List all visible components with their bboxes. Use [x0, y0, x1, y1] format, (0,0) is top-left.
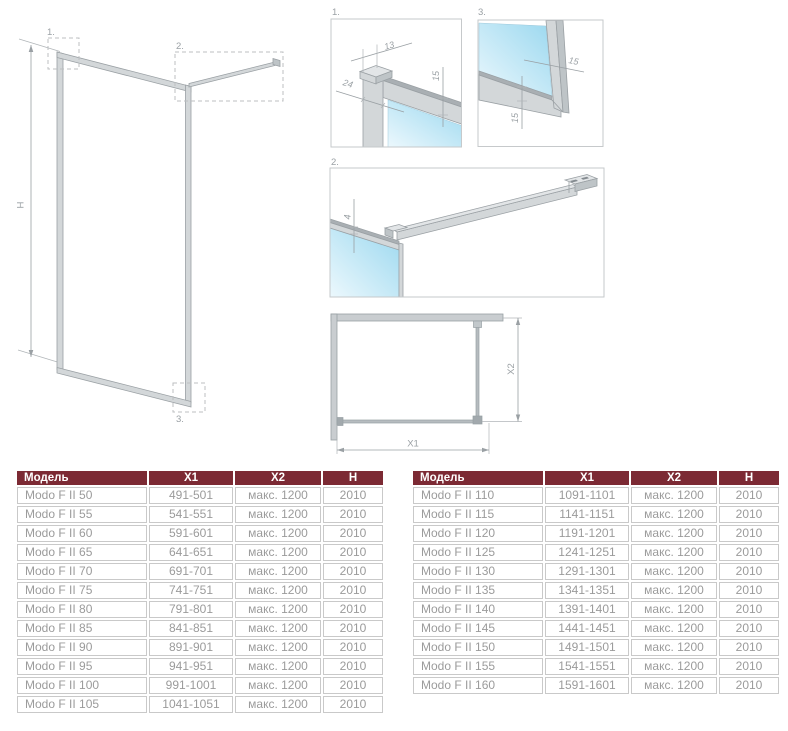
table-row — [413, 487, 779, 504]
table-row — [17, 658, 383, 675]
table-cell: 2010 — [719, 525, 779, 542]
table-cell: макс. 1200 — [235, 639, 321, 656]
table-cell: 2010 — [719, 563, 779, 580]
table-cell: 2010 — [323, 620, 383, 637]
table-cell: 2010 — [719, 620, 779, 637]
table-cell: 1191-1201 — [545, 525, 629, 542]
detail-3-label: 3. — [478, 7, 486, 18]
table-cell: 2010 — [719, 506, 779, 523]
height-dimension — [16, 39, 61, 363]
table-cell: Modo F II 80 — [17, 601, 147, 618]
table-cell: 1041-1051 — [149, 696, 233, 713]
dim-13: 13 — [382, 39, 396, 52]
table-cell: макс. 1200 — [235, 582, 321, 599]
table-row — [17, 620, 383, 637]
table-cell: Modo F II 90 — [17, 639, 147, 656]
x2-dimension — [482, 318, 522, 422]
h-dim-label: H — [15, 201, 27, 209]
table-cell: 2010 — [719, 582, 779, 599]
table-cell: 2010 — [719, 544, 779, 561]
table-cell: Modo F II 130 — [413, 563, 543, 580]
table-cell: 1091-1101 — [545, 487, 629, 504]
table-cell: макс. 1200 — [235, 563, 321, 580]
table-cell: макс. 1200 — [235, 677, 321, 694]
arm-top-face — [393, 185, 577, 233]
table-cell: Modo F II 125 — [413, 544, 543, 561]
table-cell: 2010 — [719, 487, 779, 504]
table-cell: макс. 1200 — [631, 544, 717, 561]
table-cell: Modo F II 140 — [413, 601, 543, 618]
col-header-h: H — [719, 471, 779, 485]
dim-4: 4 — [342, 214, 353, 220]
glass-panel-frame — [57, 52, 191, 407]
col-header-h: H — [323, 471, 383, 485]
table-cell: макс. 1200 — [235, 658, 321, 675]
table-cell: макс. 1200 — [631, 677, 717, 694]
table-row — [17, 525, 383, 542]
table-cell: макс. 1200 — [631, 658, 717, 675]
table-cell: Modo F II 60 — [17, 525, 147, 542]
panel-edge-profile — [399, 243, 403, 297]
table-cell: 1441-1451 — [545, 620, 629, 637]
table-cell: 1491-1501 — [545, 639, 629, 656]
table-cell: 491-501 — [149, 487, 233, 504]
dim-15-vertical: 15 — [510, 112, 520, 124]
table-cell: макс. 1200 — [631, 525, 717, 542]
table-cell: макс. 1200 — [631, 639, 717, 656]
table-cell: Modo F II 65 — [17, 544, 147, 561]
callout-label-2: 2. — [176, 41, 184, 52]
detail-2-label: 2. — [331, 157, 339, 168]
table-cell: 541-551 — [149, 506, 233, 523]
top-view-drawing — [326, 306, 588, 460]
table-cell: макс. 1200 — [235, 601, 321, 618]
col-header-model: Модель — [413, 471, 543, 485]
table-header-row — [17, 471, 383, 485]
table-row — [413, 601, 779, 618]
table-row — [413, 658, 779, 675]
table-cell: 2010 — [323, 696, 383, 713]
table-row — [17, 696, 383, 713]
table-cell: 2010 — [719, 677, 779, 694]
table-row — [17, 506, 383, 523]
table-cell: 2010 — [719, 639, 779, 656]
table-cell: 1241-1251 — [545, 544, 629, 561]
table-cell: 2010 — [719, 601, 779, 618]
table-cell: 2010 — [323, 639, 383, 656]
spec-table-right — [411, 469, 781, 696]
table-cell: Modo F II 110 — [413, 487, 543, 504]
col-header-x1: X1 — [545, 471, 629, 485]
table-cell: 1591-1601 — [545, 677, 629, 694]
table-cell: макс. 1200 — [631, 563, 717, 580]
table-row — [17, 639, 383, 656]
table-cell: 2010 — [323, 582, 383, 599]
table-cell: Modo F II 75 — [17, 582, 147, 599]
detail-2-drawing — [327, 155, 606, 298]
table-cell: Modo F II 55 — [17, 506, 147, 523]
detail-3-drawing — [470, 5, 605, 148]
x1-dimension — [337, 423, 489, 454]
table-cell: 2010 — [323, 658, 383, 675]
table-cell: макс. 1200 — [235, 525, 321, 542]
table-cell: 2010 — [323, 677, 383, 694]
table-cell: Modo F II 155 — [413, 658, 543, 675]
table-row — [17, 582, 383, 599]
table-row — [413, 563, 779, 580]
table-row — [413, 620, 779, 637]
table-row — [413, 506, 779, 523]
table-cell: макс. 1200 — [631, 506, 717, 523]
col-header-x2: X2 — [631, 471, 717, 485]
table-cell: Modo F II 115 — [413, 506, 543, 523]
table-cell: 2010 — [323, 506, 383, 523]
table-cell: Modo F II 100 — [17, 677, 147, 694]
table-cell: 2010 — [323, 563, 383, 580]
support-arm-plan — [476, 321, 479, 420]
table-cell: Modo F II 85 — [17, 620, 147, 637]
table-body-right — [413, 487, 779, 694]
table-cell: макс. 1200 — [235, 506, 321, 523]
table-row — [17, 563, 383, 580]
x1-label: X1 — [407, 438, 419, 450]
callout-label-1: 1. — [47, 27, 55, 38]
table-row — [413, 544, 779, 561]
table-cell: Modo F II 150 — [413, 639, 543, 656]
table-cell: 941-951 — [149, 658, 233, 675]
table-row — [17, 487, 383, 504]
dim-15-diagonal: 15 — [567, 55, 580, 67]
table-cell: 1341-1351 — [545, 582, 629, 599]
table-body-left — [17, 487, 383, 713]
table-cell: 2010 — [719, 658, 779, 675]
main-panel-drawing — [0, 0, 330, 465]
table-row — [413, 582, 779, 599]
table-cell: 2010 — [323, 525, 383, 542]
callout-label-3: 3. — [176, 414, 184, 425]
detail-1-label: 1. — [332, 7, 340, 18]
table-cell: Modo F II 105 — [17, 696, 147, 713]
table-cell: макс. 1200 — [631, 487, 717, 504]
table-row — [413, 525, 779, 542]
table-header-row — [413, 471, 779, 485]
glass-panel-plan — [337, 420, 477, 423]
table-cell: Modo F II 70 — [17, 563, 147, 580]
arm-front-face — [397, 187, 577, 240]
x2-label: X2 — [506, 363, 517, 375]
detail-1-drawing — [330, 5, 463, 148]
table-cell: макс. 1200 — [235, 487, 321, 504]
table-cell: 741-751 — [149, 582, 233, 599]
wall-fixing-plan — [337, 418, 343, 426]
table-row — [17, 677, 383, 694]
table-cell: 2010 — [323, 487, 383, 504]
table-cell: макс. 1200 — [631, 620, 717, 637]
spec-table-left — [15, 469, 385, 715]
table-cell: Modo F II 50 — [17, 487, 147, 504]
dim-15-right: 15 — [431, 70, 441, 82]
table-row — [413, 639, 779, 656]
table-cell: 1291-1301 — [545, 563, 629, 580]
table-cell: 1141-1151 — [545, 506, 629, 523]
col-header-x1: X1 — [149, 471, 233, 485]
table-cell: 841-851 — [149, 620, 233, 637]
table-cell: макс. 1200 — [631, 601, 717, 618]
table-cell: Modo F II 135 — [413, 582, 543, 599]
table-cell: макс. 1200 — [235, 544, 321, 561]
support-arm — [189, 59, 280, 88]
table-cell: Modo F II 95 — [17, 658, 147, 675]
table-cell: макс. 1200 — [235, 696, 321, 713]
table-row — [17, 601, 383, 618]
table-row — [413, 677, 779, 694]
table-cell: 591-601 — [149, 525, 233, 542]
dim-24: 24 — [341, 77, 355, 90]
table-cell: 891-901 — [149, 639, 233, 656]
table-cell: 2010 — [323, 544, 383, 561]
table-cell: Modo F II 120 — [413, 525, 543, 542]
table-cell: макс. 1200 — [631, 582, 717, 599]
table-cell: 991-1001 — [149, 677, 233, 694]
table-cell: 691-701 — [149, 563, 233, 580]
table-cell: 2010 — [323, 601, 383, 618]
table-cell: 1541-1551 — [545, 658, 629, 675]
table-cell: 791-801 — [149, 601, 233, 618]
table-cell: макс. 1200 — [235, 620, 321, 637]
table-cell: 1391-1401 — [545, 601, 629, 618]
table-cell: 641-651 — [149, 544, 233, 561]
table-cell: Modo F II 145 — [413, 620, 543, 637]
col-header-x2: X2 — [235, 471, 321, 485]
table-row — [17, 544, 383, 561]
table-cell: Modo F II 160 — [413, 677, 543, 694]
col-header-model: Модель — [17, 471, 147, 485]
